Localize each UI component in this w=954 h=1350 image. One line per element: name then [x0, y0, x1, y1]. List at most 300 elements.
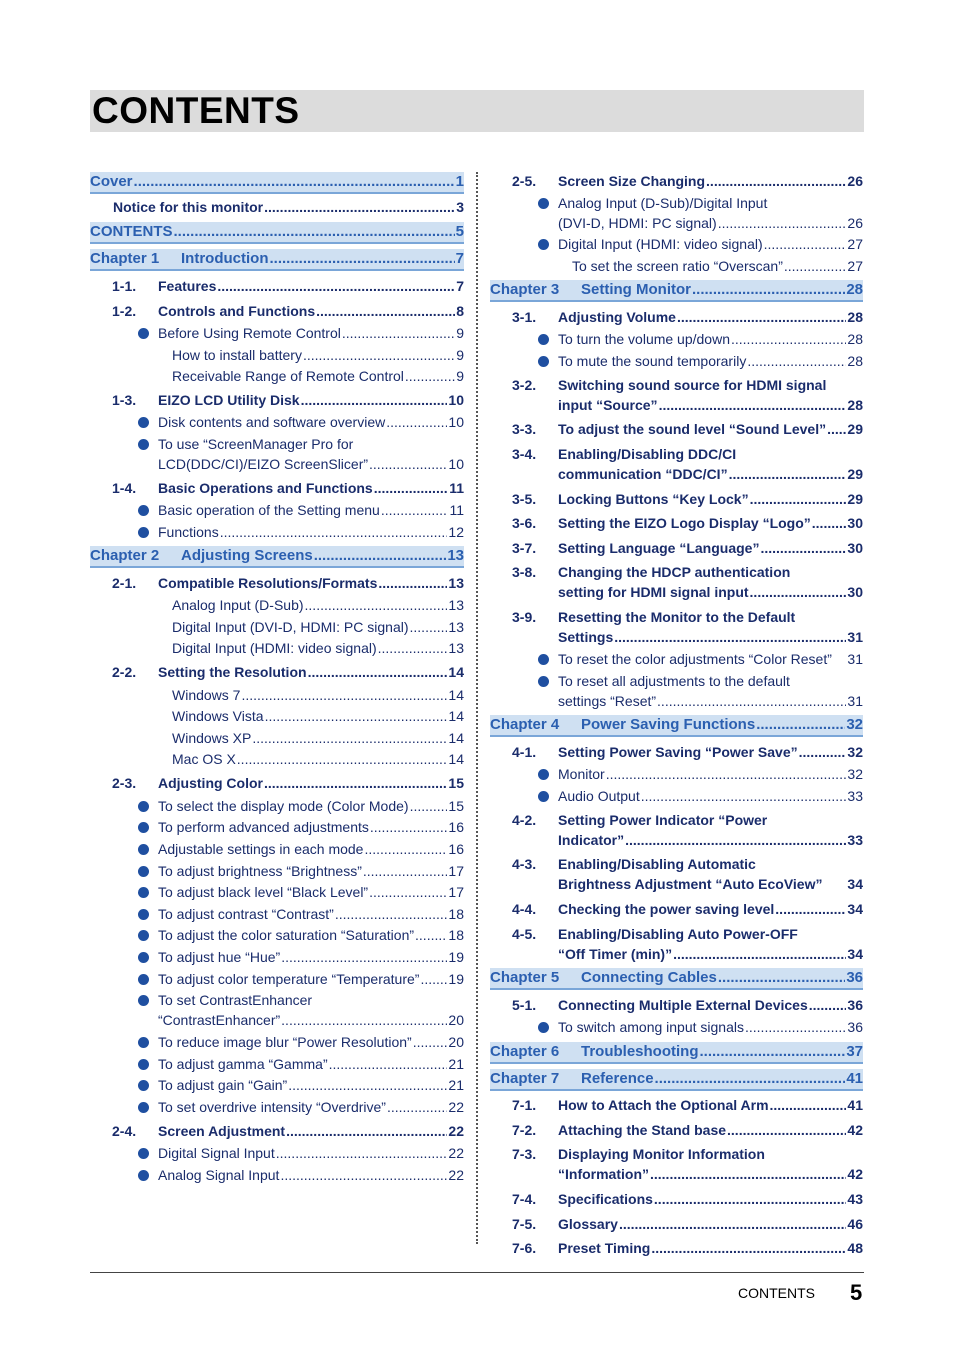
- dot-leader: [265, 706, 448, 726]
- entry-title: Settings: [558, 629, 614, 645]
- toc-entry[interactable]: [90, 1054, 464, 1074]
- toc-entry[interactable]: [90, 969, 464, 989]
- footer-label: CONTENTS: [738, 1285, 815, 1301]
- bullet-icon: [138, 887, 149, 898]
- bullet-icon: [538, 769, 549, 780]
- dot-leader: [812, 513, 847, 533]
- section-number: 3-2.: [512, 377, 537, 393]
- dot-leader: [651, 1238, 846, 1258]
- toc-entry[interactable]: [90, 1143, 464, 1163]
- entry-page: 14: [448, 687, 464, 703]
- entry-page: 28: [846, 281, 863, 298]
- toc-entry[interactable]: [90, 546, 464, 568]
- footer-rule: [90, 1272, 864, 1273]
- entry-page: 20: [448, 1012, 464, 1028]
- dot-leader: [760, 538, 846, 558]
- section-number: 3-1.: [512, 309, 537, 325]
- toc-entry[interactable]: [490, 280, 863, 302]
- entry-page: 29: [847, 491, 863, 507]
- entry-title: Indicator”: [558, 832, 625, 848]
- entry-title: To reduce image blur “Power Resolution”: [158, 1034, 412, 1050]
- entry-page: 30: [847, 540, 863, 556]
- dot-leader: [405, 366, 455, 386]
- toc-entry[interactable]: [90, 839, 464, 859]
- dot-leader: [731, 329, 846, 349]
- dot-leader: [387, 1097, 447, 1117]
- entry-title: To adjust gamma “Gamma”: [158, 1056, 328, 1072]
- bullet-icon: [538, 791, 549, 802]
- toc-entry[interactable]: [90, 500, 464, 520]
- toc-entry[interactable]: [490, 1189, 863, 1209]
- dot-leader: [747, 351, 846, 371]
- section-number: 2-2.: [112, 664, 137, 680]
- toc-entry[interactable]: [90, 1032, 464, 1052]
- toc-entry[interactable]: [490, 193, 863, 233]
- dot-leader: [410, 796, 448, 816]
- bullet-icon: [138, 995, 149, 1006]
- entry-title: “ContrastEnhancer”: [158, 1012, 281, 1028]
- toc-entry[interactable]: [490, 419, 863, 439]
- page-title: CONTENTS: [92, 90, 300, 131]
- dot-leader: [750, 582, 847, 602]
- toc-entry[interactable]: [490, 1120, 863, 1140]
- entry-page: 28: [847, 309, 863, 325]
- entry-title: Analog Input (D-Sub)/Digital Input: [558, 195, 768, 211]
- entry-title: Changing the HDCP authentication: [558, 564, 791, 580]
- dot-leader: [329, 1054, 448, 1074]
- toc-entry[interactable]: [490, 1069, 863, 1091]
- entry-page: 22: [448, 1167, 464, 1183]
- entry-page: 34: [847, 901, 863, 917]
- toc-entry[interactable]: [90, 1097, 464, 1117]
- entry-title: To set the screen ratio “Overscan”: [572, 258, 783, 274]
- toc-entry[interactable]: [490, 513, 863, 533]
- entry-title: To adjust brightness “Brightness”: [158, 863, 362, 879]
- toc-entry[interactable]: [90, 522, 464, 542]
- section-number: 3-8.: [512, 564, 537, 580]
- toc-entry[interactable]: [490, 562, 863, 602]
- entry-page: 29: [847, 466, 863, 482]
- entry-page: 31: [847, 651, 863, 667]
- section-number: 4-2.: [512, 812, 537, 828]
- entry-title: EIZO LCD Utility Disk: [158, 392, 300, 408]
- section-number: 2-3.: [112, 775, 137, 791]
- section-number: 1-4.: [112, 480, 137, 496]
- dot-leader: [718, 213, 847, 233]
- toc-entry[interactable]: [90, 573, 464, 593]
- entry-title: Basic operation of the Setting menu: [158, 502, 380, 518]
- entry-page: 15: [448, 798, 464, 814]
- chapter-number: Chapter 1: [90, 250, 160, 267]
- toc-entry[interactable]: [90, 1165, 464, 1185]
- section-number: 1-1.: [112, 278, 137, 294]
- entry-title: Controls and Functions: [158, 303, 316, 319]
- bullet-icon: [138, 866, 149, 877]
- chapter-number: Chapter 6: [490, 1043, 560, 1060]
- toc-entry[interactable]: [90, 861, 464, 881]
- entry-page: 14: [448, 708, 464, 724]
- dot-leader: [237, 749, 448, 769]
- entry-page: 17: [448, 863, 464, 879]
- entry-page: 31: [847, 629, 863, 645]
- entry-title: Connecting Cables: [581, 969, 717, 986]
- bullet-icon: [138, 909, 149, 920]
- dot-leader: [374, 478, 448, 498]
- entry-page: 27: [847, 258, 863, 274]
- entry-page: 10: [448, 392, 464, 408]
- entry-title: Analog Input (D-Sub): [172, 597, 304, 613]
- entry-title: Digital Input (DVI-D, HDMI: PC signal): [172, 619, 409, 635]
- entry-page: 13: [448, 575, 464, 591]
- entry-title: Basic Operations and Functions: [158, 480, 373, 496]
- toc-entry[interactable]: [90, 172, 464, 194]
- entry-title: Digital Input (HDMI: video signal): [172, 640, 377, 656]
- toc-entry[interactable]: [490, 924, 863, 964]
- toc-entry[interactable]: [490, 899, 863, 919]
- toc-entry[interactable]: [90, 904, 464, 924]
- toc-entry[interactable]: [90, 301, 464, 321]
- bullet-icon: [138, 417, 149, 428]
- entry-title: To adjust contrast “Contrast”: [158, 906, 334, 922]
- section-number: 4-4.: [512, 901, 537, 917]
- entry-title: To switch among input signals: [558, 1019, 744, 1035]
- entry-page: 1: [455, 173, 464, 190]
- toc-entry[interactable]: [90, 638, 464, 658]
- toc-entry[interactable]: [490, 671, 863, 711]
- toc-entry[interactable]: [90, 276, 464, 296]
- entry-title: CONTENTS: [90, 223, 173, 240]
- toc-entry[interactable]: [90, 728, 464, 748]
- bullet-icon: [138, 1080, 149, 1091]
- entry-title: To use “ScreenManager Pro for: [158, 436, 354, 452]
- toc-entry[interactable]: [90, 434, 464, 474]
- entry-page: 16: [448, 841, 464, 857]
- dot-leader: [641, 786, 847, 806]
- dot-leader: [220, 522, 448, 542]
- toc-entry[interactable]: [490, 1238, 863, 1258]
- toc-entry[interactable]: [90, 796, 464, 816]
- entry-title: Resetting the Monitor to the Default: [558, 609, 796, 625]
- toc-entry[interactable]: [90, 249, 464, 271]
- toc-entry[interactable]: [490, 351, 863, 371]
- section-number: 4-3.: [512, 856, 537, 872]
- dot-leader: [750, 489, 847, 509]
- toc-entry[interactable]: [490, 234, 863, 254]
- toc-entry[interactable]: [90, 706, 464, 726]
- dot-leader: [727, 1120, 846, 1140]
- toc-entry[interactable]: [90, 882, 464, 902]
- dot-leader: [784, 256, 847, 276]
- section-number: 2-4.: [112, 1123, 137, 1139]
- toc-entry[interactable]: [490, 1095, 863, 1115]
- toc-entry[interactable]: [490, 444, 863, 484]
- entry-title: setting for HDMI signal input: [558, 584, 749, 600]
- entry-title: Features: [158, 278, 217, 294]
- entry-page: 36: [847, 997, 863, 1013]
- toc-entry[interactable]: [90, 990, 464, 1030]
- bullet-icon: [538, 356, 549, 367]
- entry-page: 9: [456, 347, 464, 363]
- dot-leader: [809, 995, 847, 1015]
- entry-page: 15: [448, 775, 464, 791]
- entry-title: Reference: [581, 1070, 654, 1087]
- entry-title: Troubleshooting: [581, 1043, 699, 1060]
- bullet-icon: [538, 676, 549, 687]
- bullet-icon: [538, 1022, 549, 1033]
- bullet-icon: [138, 328, 149, 339]
- dot-leader: [335, 904, 448, 924]
- entry-title: Before Using Remote Control: [158, 325, 341, 341]
- dot-leader: [827, 419, 846, 439]
- toc-entry[interactable]: [90, 1121, 464, 1141]
- entry-title: Analog Signal Input: [158, 1167, 280, 1183]
- section-number: 5-1.: [512, 997, 537, 1013]
- entry-title: Setting the Resolution: [158, 664, 307, 680]
- entry-page: 5: [455, 223, 464, 240]
- dot-leader: [174, 222, 455, 242]
- entry-title: To reset all adjustments to the default: [558, 673, 790, 689]
- toc-entry[interactable]: [490, 786, 863, 806]
- entry-title: settings “Reset”: [558, 693, 657, 709]
- toc-entry[interactable]: [90, 323, 464, 343]
- chapter-number: Chapter 7: [490, 1070, 560, 1087]
- entry-title: To set ContrastEnhancer: [158, 992, 313, 1008]
- section-number: 7-1.: [512, 1097, 537, 1113]
- entry-title: To turn the volume up/down: [558, 331, 730, 347]
- entry-page: 30: [847, 515, 863, 531]
- toc-entry[interactable]: [90, 412, 464, 432]
- dot-leader: [314, 546, 447, 566]
- section-number: 7-4.: [512, 1191, 537, 1207]
- entry-page: 26: [847, 173, 863, 189]
- section-number: 3-6.: [512, 515, 537, 531]
- toc-entry[interactable]: [490, 256, 863, 276]
- dot-leader: [364, 839, 447, 859]
- bullet-icon: [538, 239, 549, 250]
- toc-entry[interactable]: [90, 478, 464, 498]
- bullet-icon: [138, 844, 149, 855]
- dot-leader: [301, 390, 448, 410]
- toc-entry[interactable]: [490, 1017, 863, 1037]
- toc-entry[interactable]: [90, 925, 464, 945]
- entry-page: 9: [456, 325, 464, 341]
- entry-page: 22: [448, 1145, 464, 1161]
- bullet-icon: [138, 930, 149, 941]
- dot-leader: [134, 172, 455, 192]
- dot-leader: [775, 899, 846, 919]
- bullet-icon: [138, 974, 149, 985]
- entry-page: 14: [448, 664, 464, 680]
- entry-page: 32: [846, 716, 863, 733]
- entry-title: To perform advanced adjustments: [158, 819, 369, 835]
- dot-leader: [718, 968, 845, 988]
- entry-title: Preset Timing: [558, 1240, 651, 1256]
- dot-leader: [606, 764, 847, 784]
- toc-entry[interactable]: [490, 538, 863, 558]
- entry-page: 41: [846, 1070, 863, 1087]
- entry-title: Adjustable settings in each mode: [158, 841, 364, 857]
- dot-leader: [303, 345, 455, 365]
- entry-title: LCD(DDC/CI)/EIZO ScreenSlicer”: [158, 456, 369, 472]
- entry-page: 30: [847, 584, 863, 600]
- entry-title: Brightness Adjustment “Auto EcoView”: [558, 876, 823, 892]
- entry-page: 41: [847, 1097, 863, 1113]
- toc-entry[interactable]: [490, 715, 863, 737]
- entry-title: Windows XP: [172, 730, 252, 746]
- toc-entry[interactable]: [90, 617, 464, 637]
- entry-page: 21: [448, 1056, 464, 1072]
- toc-entry[interactable]: [90, 595, 464, 615]
- toc-entry[interactable]: [490, 764, 863, 784]
- toc-entry[interactable]: [90, 685, 464, 705]
- entry-page: 13: [448, 619, 464, 635]
- dot-leader: [286, 1121, 447, 1141]
- toc-entry[interactable]: [90, 390, 464, 410]
- entry-page: 20: [448, 1034, 464, 1050]
- dot-leader: [413, 1032, 448, 1052]
- dot-leader: [381, 500, 449, 520]
- entry-title: Introduction: [181, 250, 269, 267]
- section-number: 7-2.: [512, 1122, 537, 1138]
- chapter-number: Chapter 4: [490, 716, 560, 733]
- section-number: 7-6.: [512, 1240, 537, 1256]
- entry-page: 32: [847, 744, 863, 760]
- entry-title: Windows Vista: [172, 708, 264, 724]
- bullet-icon: [138, 1148, 149, 1159]
- entry-title: Screen Adjustment: [158, 1123, 286, 1139]
- dot-leader: [217, 276, 455, 296]
- section-number: 1-2.: [112, 303, 137, 319]
- toc-entry[interactable]: [90, 197, 464, 217]
- section-number: 3-4.: [512, 446, 537, 462]
- dot-leader: [619, 1214, 846, 1234]
- toc-entry[interactable]: [490, 375, 863, 415]
- entry-page: 7: [455, 250, 464, 267]
- toc-entry[interactable]: [90, 947, 464, 967]
- bullet-icon: [138, 439, 149, 450]
- toc-entry[interactable]: [90, 749, 464, 769]
- entry-title: Power Saving Functions: [581, 716, 756, 733]
- entry-title: Setting Power Saving “Power Save”: [558, 744, 798, 760]
- entry-page: 19: [448, 949, 464, 965]
- title-bar: [90, 90, 864, 132]
- toc-entry[interactable]: [490, 649, 863, 669]
- entry-page: 28: [847, 353, 863, 369]
- entry-page: 33: [847, 832, 863, 848]
- entry-page: 22: [448, 1123, 464, 1139]
- dot-leader: [655, 1069, 846, 1089]
- dot-leader: [673, 944, 846, 964]
- dot-leader: [706, 171, 846, 191]
- toc-entry[interactable]: [90, 1075, 464, 1095]
- toc-entry[interactable]: [490, 1144, 863, 1184]
- entry-page: 42: [847, 1166, 863, 1182]
- entry-title: Setting Language “Language”: [558, 540, 760, 556]
- dot-leader: [241, 685, 447, 705]
- entry-title: (DVI-D, HDMI: PC signal): [558, 215, 717, 231]
- toc-entry[interactable]: [90, 662, 464, 682]
- entry-page: 27: [847, 236, 863, 252]
- toc-entry[interactable]: [90, 222, 464, 244]
- toc-entry[interactable]: [90, 366, 464, 386]
- entry-title: Enabling/Disabling Automatic: [558, 856, 756, 872]
- entry-page: 13: [448, 597, 464, 613]
- toc-entry[interactable]: [90, 773, 464, 793]
- toc-entry[interactable]: [490, 607, 863, 647]
- entry-title: Specifications: [558, 1191, 653, 1207]
- dot-leader: [415, 925, 447, 945]
- toc-entry[interactable]: [90, 345, 464, 365]
- entry-page: 21: [448, 1077, 464, 1093]
- dot-leader: [316, 301, 455, 321]
- section-number: 4-5.: [512, 926, 537, 942]
- toc-entry[interactable]: [490, 1042, 863, 1064]
- entry-page: 13: [447, 547, 464, 564]
- dot-leader: [264, 773, 447, 793]
- toc-entry[interactable]: [490, 742, 863, 762]
- toc-entry[interactable]: [490, 489, 863, 509]
- dot-leader: [420, 969, 447, 989]
- entry-title: Digital Signal Input: [158, 1145, 275, 1161]
- dot-leader: [308, 662, 448, 682]
- dot-leader: [288, 1075, 447, 1095]
- toc-entry[interactable]: [490, 1214, 863, 1234]
- entry-title: Windows 7: [172, 687, 241, 703]
- page-number: 5: [850, 1280, 863, 1305]
- entry-page: 18: [448, 906, 464, 922]
- dot-leader: [657, 691, 846, 711]
- bullet-icon: [138, 801, 149, 812]
- toc-entry[interactable]: [490, 329, 863, 349]
- entry-title: Attaching the Stand base: [558, 1122, 727, 1138]
- dot-leader: [369, 454, 447, 474]
- toc-entry[interactable]: [90, 817, 464, 837]
- bullet-icon: [138, 1170, 149, 1181]
- dot-leader: [386, 412, 447, 432]
- entry-title: Locking Buttons “Key Lock”: [558, 491, 749, 507]
- entry-title: Monitor: [558, 766, 605, 782]
- entry-page: 29: [847, 421, 863, 437]
- entry-page: 10: [448, 456, 464, 472]
- chapter-number: Chapter 5: [490, 969, 560, 986]
- toc-entry[interactable]: [490, 995, 863, 1015]
- bullet-icon: [138, 505, 149, 516]
- toc-entry[interactable]: [490, 854, 863, 894]
- section-number: 2-1.: [112, 575, 137, 591]
- bullet-icon: [138, 822, 149, 833]
- toc-entry[interactable]: [490, 307, 863, 327]
- entry-page: 16: [448, 819, 464, 835]
- chapter-number: Chapter 2: [90, 547, 160, 564]
- section-number: 3-9.: [512, 609, 537, 625]
- entry-title: “Information”: [558, 1166, 649, 1182]
- dot-leader: [770, 1095, 847, 1115]
- toc-entry[interactable]: [490, 810, 863, 850]
- section-number: 3-5.: [512, 491, 537, 507]
- toc-entry[interactable]: [490, 171, 863, 191]
- bullet-icon: [138, 1059, 149, 1070]
- entry-page: 14: [448, 751, 464, 767]
- entry-title: Compatible Resolutions/Formats: [158, 575, 378, 591]
- bullet-icon: [138, 1102, 149, 1113]
- dot-leader: [264, 197, 455, 217]
- toc-entry[interactable]: [490, 968, 863, 990]
- entry-page: 36: [846, 969, 863, 986]
- entry-title: To adjust hue “Hue”: [158, 949, 281, 965]
- entry-title: Enabling/Disabling Auto Power-OFF: [558, 926, 798, 942]
- entry-page: 34: [847, 876, 863, 892]
- dot-leader: [378, 638, 448, 658]
